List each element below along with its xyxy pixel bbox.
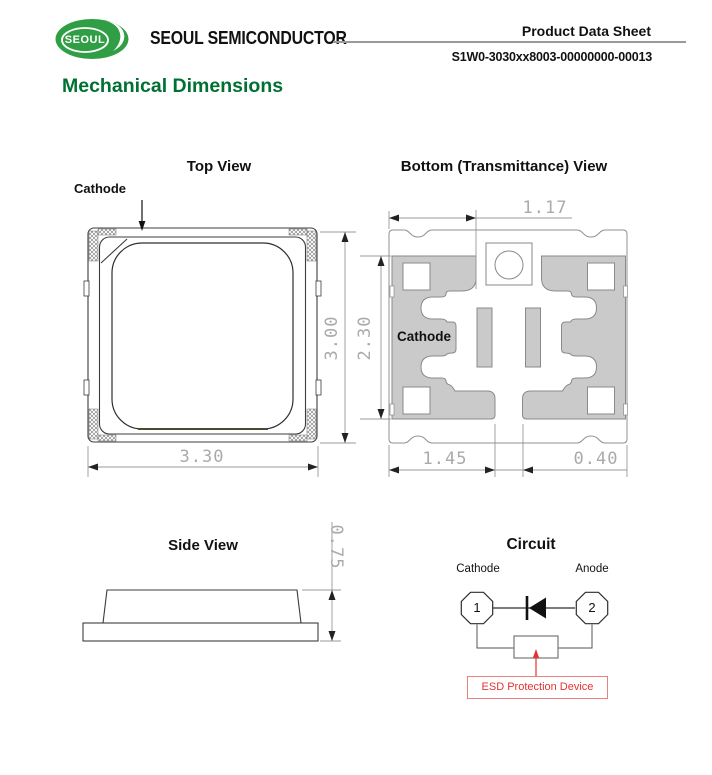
side-view-title: Side View	[168, 537, 238, 554]
top-view-drawing	[84, 200, 356, 477]
circuit-title: Circuit	[506, 536, 556, 553]
pin-2-number: 2	[588, 600, 596, 615]
circuit-cathode-label: Cathode	[456, 563, 500, 575]
side-base	[83, 623, 318, 641]
doc-type: Product Data Sheet	[521, 23, 651, 39]
dim-0-40: 0.40	[573, 449, 619, 469]
esd-protection-label: ESD Protection Device	[467, 676, 608, 699]
part-number: S1W0-3030xx8003-00000000-00013	[451, 50, 652, 64]
dim-1-45: 1.45	[422, 449, 468, 469]
bottom-view-cathode-label: Cathode	[397, 329, 451, 344]
bottom-view-title: Bottom (Transmittance) View	[400, 158, 608, 175]
company-name: SEOUL SEMICONDUCTOR	[150, 28, 347, 48]
side-lens-trapezoid	[103, 590, 301, 623]
top-view-cathode-label: Cathode	[74, 181, 126, 196]
diode-symbol	[527, 596, 546, 620]
logo-wordmark: SEOUL	[64, 34, 106, 46]
center-bar-right	[526, 308, 541, 367]
dim-0-75: 0.75	[326, 524, 346, 570]
dim-3-30: 3.30	[179, 447, 225, 467]
header-rule	[333, 41, 686, 43]
page-title: Mechanical Dimensions	[62, 75, 284, 97]
package-outline	[88, 228, 317, 442]
top-view-title: Top View	[186, 158, 252, 175]
center-bar-left	[477, 308, 492, 367]
dim-2-30: 2.30	[355, 315, 375, 361]
dim-3-00: 3.00	[322, 315, 342, 361]
dim-1-17: 1.17	[522, 198, 568, 218]
pin-1-number: 1	[473, 600, 481, 615]
circuit-anode-label: Anode	[575, 563, 609, 575]
